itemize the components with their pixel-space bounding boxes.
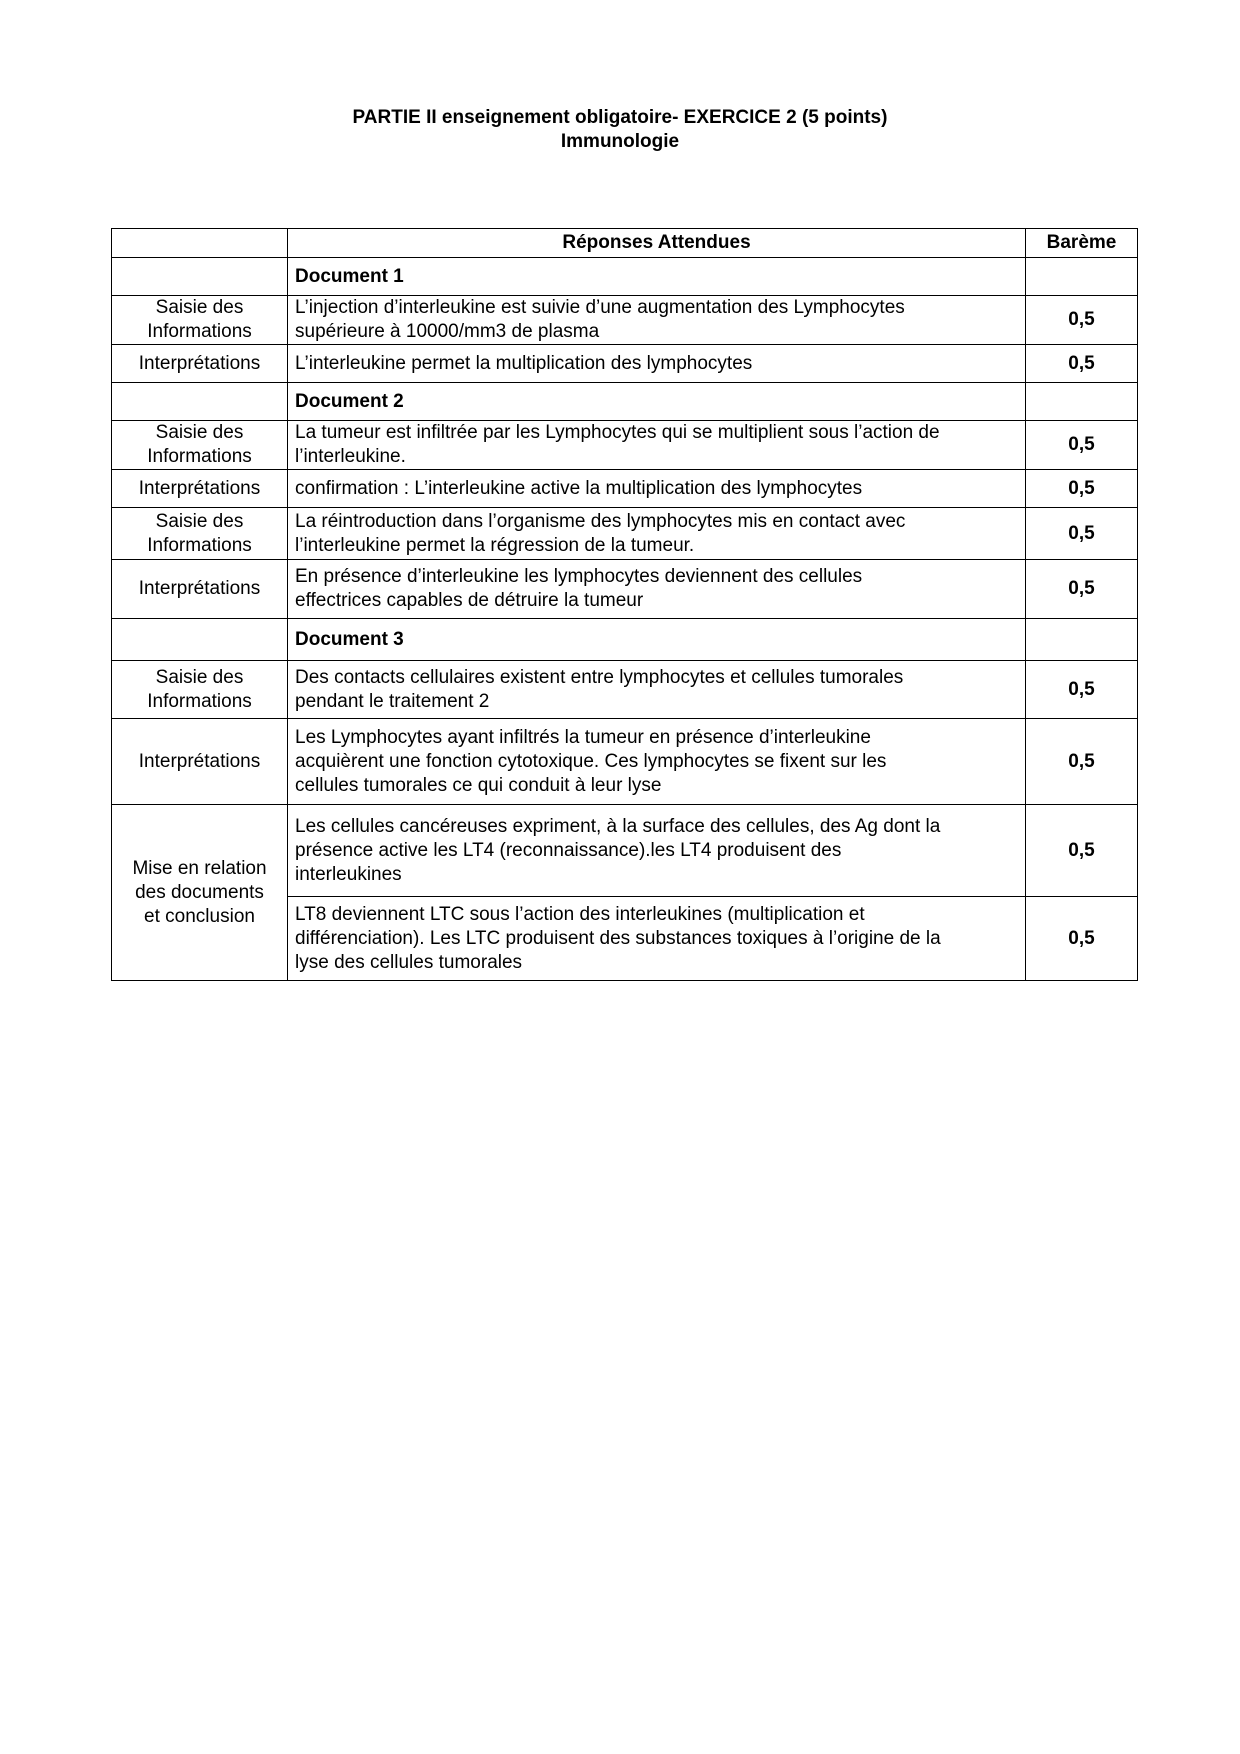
category-cell: Interprétations: [112, 719, 288, 805]
score-cell: 0,5: [1026, 719, 1138, 805]
header-row: [112, 229, 1138, 258]
score-cell: 0,5: [1026, 897, 1138, 981]
category-cell: Mise en relation des documents et conclusion: [112, 805, 288, 981]
table-row: [112, 619, 1138, 661]
table-row: [112, 345, 1138, 383]
category-cell: [112, 619, 288, 661]
score-cell: 0,5: [1026, 470, 1138, 508]
score-cell: 0,5: [1026, 508, 1138, 560]
header-empty-cell: [112, 229, 288, 258]
score-cell: 0,5: [1026, 661, 1138, 719]
answer-cell: La tumeur est infiltrée par les Lymphocytes qui se multiplient sous l’action de l’interleukine.: [288, 421, 1026, 470]
document-heading: Document 3: [288, 619, 1026, 661]
table-row: [112, 560, 1138, 619]
answer-cell: En présence d’interleukine les lymphocytes deviennent des cellules effectrices capables de détruire la tumeur: [288, 560, 1026, 619]
category-cell: Interprétations: [112, 470, 288, 508]
answer-cell: L’interleukine permet la multiplication des lymphocytes: [288, 345, 1026, 383]
answer-cell: Les Lymphocytes ayant infiltrés la tumeur en présence d’interleukine acquièrent une fonction cytotoxique. Ces lymphocytes se fixent sur les cellules tumorales ce qui conduit à leur lyse: [288, 719, 1026, 805]
table-row: [112, 719, 1138, 805]
category-cell: Interprétations: [112, 345, 288, 383]
answer-cell: Les cellules cancéreuses expriment, à la surface des cellules, des Ag dont la présence active les LT4 (reconnaissance).les LT4 produisent des interleukines: [288, 805, 1026, 897]
document-heading: Document 1: [288, 258, 1026, 296]
category-cell: Interprétations: [112, 560, 288, 619]
document-heading: Document 2: [288, 383, 1026, 421]
score-cell: 0,5: [1026, 421, 1138, 470]
category-cell: Saisie des Informations: [112, 661, 288, 719]
table-row: [112, 421, 1138, 470]
score-cell: 0,5: [1026, 345, 1138, 383]
score-cell: 0,5: [1026, 805, 1138, 897]
score-cell: 0,5: [1026, 296, 1138, 345]
table-row: [112, 661, 1138, 719]
answer-cell: Des contacts cellulaires existent entre lymphocytes et cellules tumorales pendant le traitement 2: [288, 661, 1026, 719]
table-row: [112, 470, 1138, 508]
answer-cell: LT8 deviennent LTC sous l’action des interleukines (multiplication et différenciation). Les LTC produisent des substances toxiques à l’origine de la lyse des cellules tumorales: [288, 897, 1026, 981]
category-cell: Saisie des Informations: [112, 296, 288, 345]
table-row: [112, 805, 1138, 897]
category-cell: Saisie des Informations: [112, 508, 288, 560]
category-cell: [112, 383, 288, 421]
page-title-block: [0, 106, 1240, 154]
score-cell: [1026, 619, 1138, 661]
score-cell: [1026, 258, 1138, 296]
category-cell: [112, 258, 288, 296]
table-row: [112, 383, 1138, 421]
grading-table: [111, 228, 1138, 981]
table-row: [112, 508, 1138, 560]
answer-cell: La réintroduction dans l’organisme des lymphocytes mis en contact avec l’interleukine permet la régression de la tumeur.: [288, 508, 1026, 560]
score-cell: [1026, 383, 1138, 421]
subject-title: Immunologie: [560, 131, 680, 152]
header-score: Barème: [1026, 229, 1138, 258]
score-cell: 0,5: [1026, 560, 1138, 619]
category-cell: Saisie des Informations: [112, 421, 288, 470]
table-row: [112, 258, 1138, 296]
exercise-title: PARTIE II enseignement obligatoire- EXERCICE 2 (5 points): [352, 107, 888, 128]
header-answers: Réponses Attendues: [288, 229, 1026, 258]
table-row: [112, 296, 1138, 345]
answer-cell: confirmation : L’interleukine active la multiplication des lymphocytes: [288, 470, 1026, 508]
answer-cell: L’injection d’interleukine est suivie d’une augmentation des Lymphocytes supérieure à 10000/mm3 de plasma: [288, 296, 1026, 345]
